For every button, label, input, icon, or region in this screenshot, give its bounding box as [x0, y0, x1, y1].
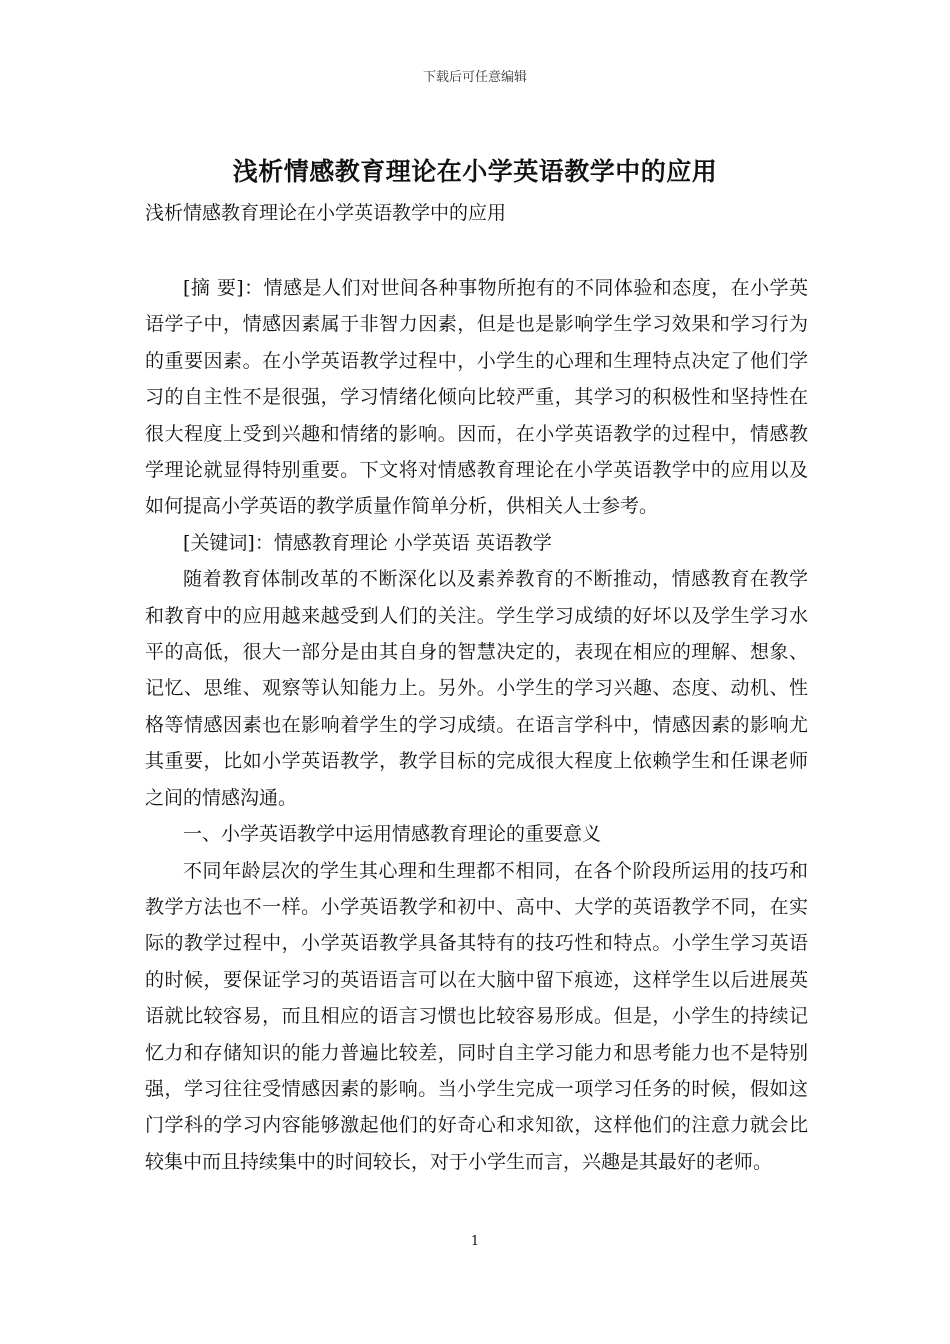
page-number: 1 [470, 1234, 480, 1249]
document-title: 浅析情感教育理论在小学英语教学中的应用 [232, 157, 718, 186]
document-body [145, 270, 808, 1180]
abstract-paragraph: [摘 要]：情感是人们对世间各种事物所抱有的不同体验和态度，在小学英语学子中，情感因素属于非智力因素，但是也是影响学生学习效果和学习行为的重要因素。在小学英语教学过程中，小学生的心理和生理特点决定了他们学习的自主性不是很强，学习情绪化倾向比较严重，其学习的积极性和坚持性在很大程度上受到兴趣和情绪的影响。因而，在小学英语教学的过程中，情感教学理论就显得特别重要。下文将对情感教育理论在小学英语教学中的应用以及如何提高小学英语的教学质量作简单分析，供相关人士参考。 [145, 277, 808, 518]
page-header: 下载后可任意编辑 [422, 70, 527, 85]
section-heading: 一、小学英语教学中运用情感教育理论的重要意义 [183, 823, 602, 846]
section-paragraph: 不同年龄层次的学生其心理和生理都不相同，在各个阶段所运用的技巧和教学方法也不一样。小学英语教学和初中、高中、大学的英语教学不同，在实际的教学过程中，小学英语教学具备其特有的技巧性和特点。小学生学习英语的时候，要保证学习的英语语言可以在大脑中留下痕迹，这样学生以后进展英语就比较容易，而且相应的语言习惯也比较容易形成。但是，小学生的持续记忆力和存储知识的能力普遍比较差，同时自主学习能力和思考能力也不是特别强，学习往往受情感因素的影响。当小学生完成一项学习任务的时候，假如这门学科的学习内容能够激起他们的好奇心和求知欲，这样他们的注意力就会比较集中而且持续集中的时间较长，对于小学生而言，兴趣是其最好的老师。 [145, 859, 808, 1173]
document-subtitle: 浅析情感教育理论在小学英语教学中的应用 [145, 202, 507, 224]
keywords-paragraph: [关键词]：情感教育理论 小学英语 英语教学 [183, 531, 552, 554]
intro-paragraph: 随着教育体制改革的不断深化以及素养教育的不断推动，情感教育在教学和教育中的应用越来越受到人们的关注。学生学习成绩的好坏以及学生学习水平的高低，很大一部分是由其自身的智慧决定的，表现在相应的理解、想象、记忆、思维、观察等认知能力上。另外。小学生的学习兴趣、态度、动机、性格等情感因素也在影响着学生的学习成绩。在语言学科中，情感因素的影响尤其重要，比如小学英语教学，教学目标的完成很大程度上依赖学生和任课老师之间的情感沟通。 [145, 568, 808, 809]
